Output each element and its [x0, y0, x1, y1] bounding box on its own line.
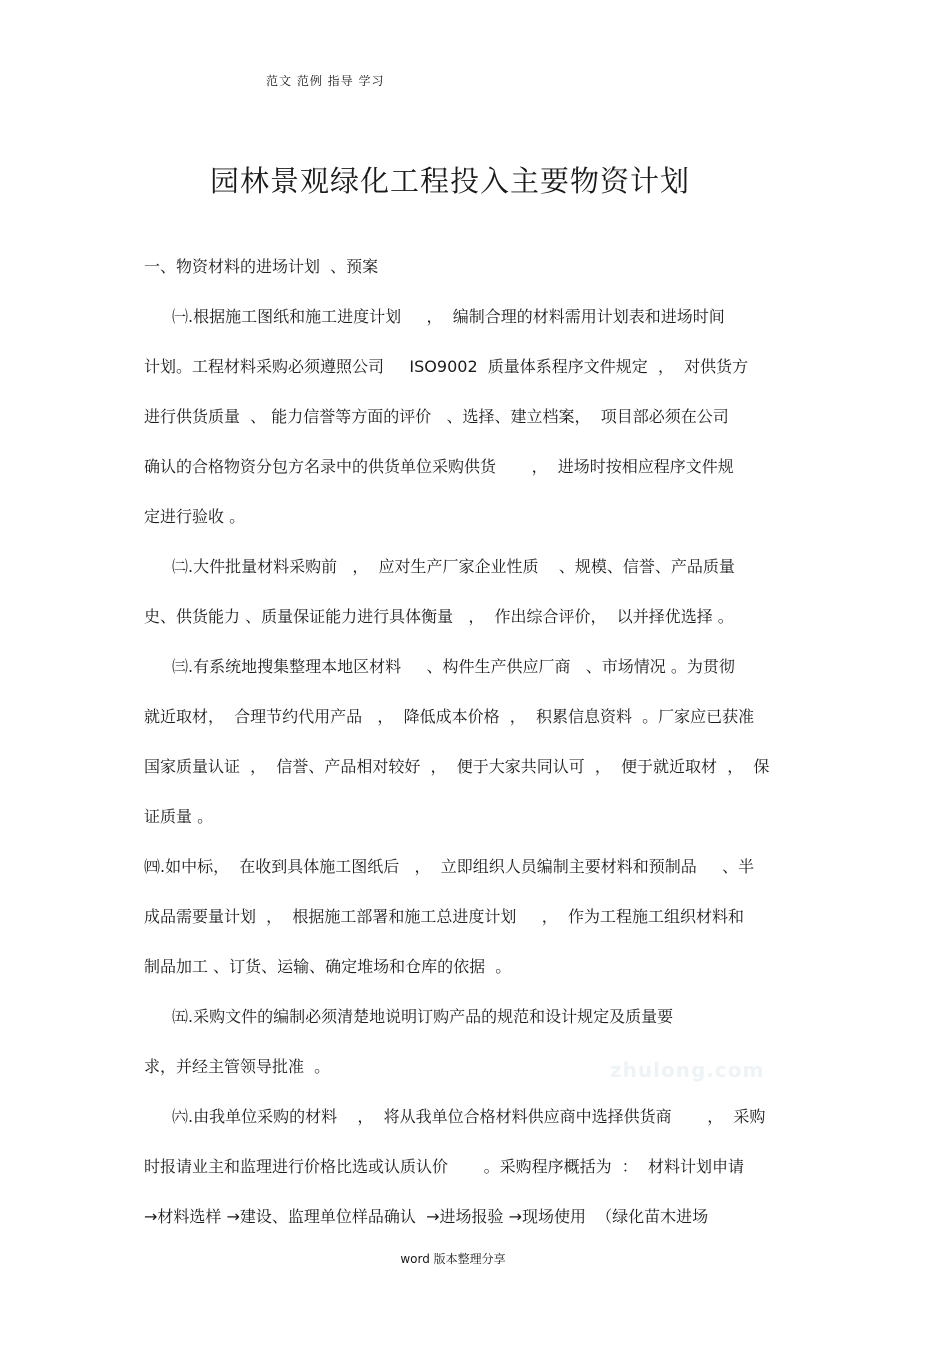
text-line: →材料选样 →建设、监理单位样品确认 →进场报验 →现场使用 （绿化苗木进场 [144, 1207, 709, 1226]
text-line: ㈣.如中标， 在收到具体施工图纸后 ， 立即组织人员编制主要材料和预制品 、半 [144, 857, 755, 876]
text-line: 国家质量认证 ， 信誉、产品相对较好 ， 便于大家共同认可 ， 便于就近取材 ， 保 [144, 757, 770, 776]
text-line: ㈠.根据施工图纸和施工进度计划 ， 编制合理的材料需用计划表和进场时间 [172, 307, 725, 326]
text-line: 求，并经主管领导批准 。 [144, 1057, 331, 1076]
document-title-text: 园林景观绿化工程投入主要物资计划 [209, 164, 690, 199]
header-note: 范文 范例 指导 学习 [266, 74, 385, 88]
text-line: 史、供货能力 、质量保证能力进行具体衡量 ， 作出综合评价， 以并择优选择 。 [144, 607, 734, 626]
text-line: ㈤.采购文件的编制必须清楚地说明订购产品的规范和设计规定及质量要 [172, 1007, 674, 1026]
text-line: 一、物资材料的进场计划 、预案 [144, 257, 379, 276]
text-line: 定进行验收 。 [144, 507, 246, 526]
text-line: ㈥.由我单位采购的材料 ， 将从我单位合格材料供应商中选择供货商 ， 采购 [172, 1107, 766, 1126]
watermark-text: zhulong.com [610, 1058, 765, 1082]
document-body [144, 250, 809, 1250]
text-line: ㈢.有系统地搜集整理本地区材料 、构件生产供应厂商 、市场情况 。为贯彻 [172, 657, 735, 676]
text-line: ㈡.大件批量材料采购前 ， 应对生产厂家企业性质 、规模、信誉、产品质量 [172, 557, 735, 576]
text-line: 进行供货质量 、 能力信誉等方面的评价 、选择、建立档案， 项目部必须在公司 [144, 407, 729, 426]
text-line: 时报请业主和监理进行价格比选或认质认价 。采购程序概括为 ： 材料计划申请 [144, 1157, 744, 1176]
text-line: 成品需要量计划 ， 根据施工部署和施工总进度计划 ， 作为工程施工组织材料和 [144, 907, 744, 926]
document-title [0, 159, 950, 200]
text-line: 制品加工 、订货、运输、确定堆场和仓库的依据 。 [144, 957, 512, 976]
footer-note [0, 1250, 950, 1267]
text-line: 就近取材， 合理节约代用产品 ， 降低成本价格 ， 积累信息资料 。厂家应已获准 [144, 707, 755, 726]
text-line: 确认的合格物资分包方名录中的供货单位采购供货 ， 进场时按相应程序文件规 [144, 457, 734, 476]
text-line: 证质量 。 [144, 807, 214, 826]
footer-note-text: word 版本整理分享 [400, 1252, 506, 1266]
text-line: 计划。工程材料采购必须遵照公司 ISO9002 质量体系程序文件规定 ， 对供货方 [144, 357, 749, 376]
